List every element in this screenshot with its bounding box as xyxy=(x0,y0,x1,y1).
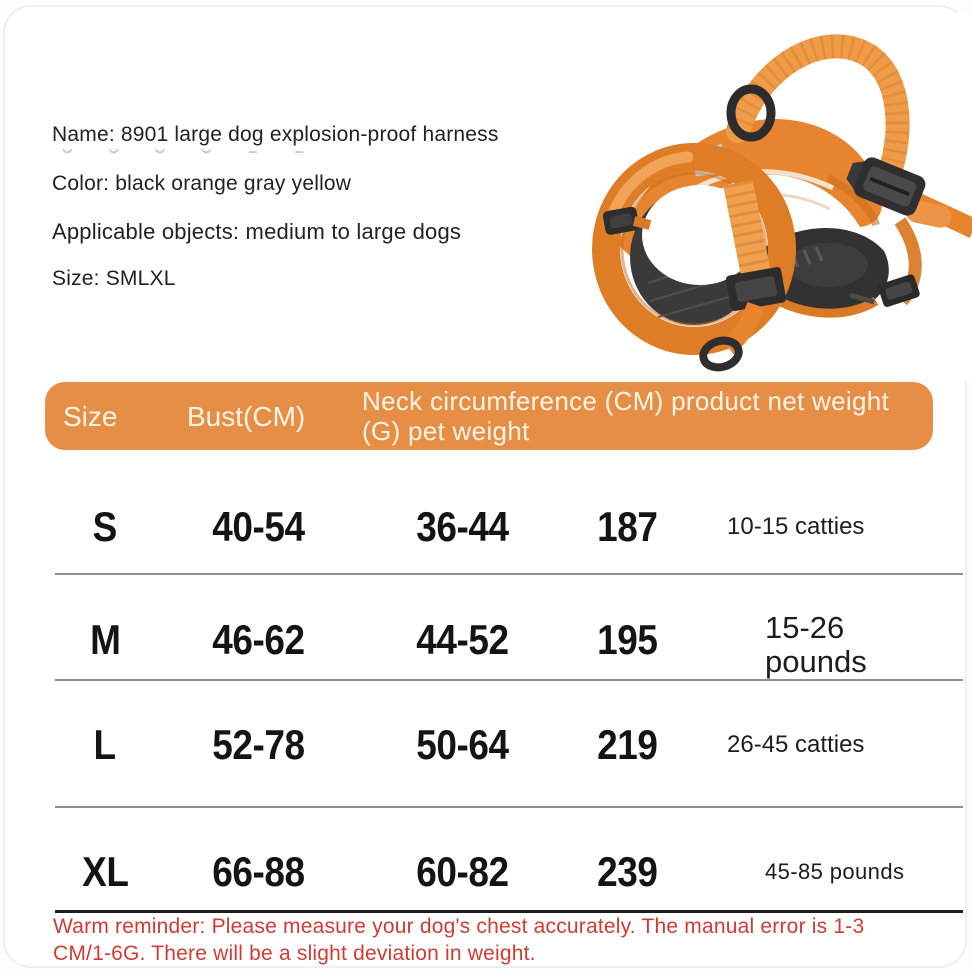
header-bust: Bust(CM) xyxy=(187,401,306,432)
content-card xyxy=(3,5,967,968)
harness-illustration xyxy=(588,13,972,381)
cell-pet-weight: 26-45 catties xyxy=(727,731,865,758)
cell-net-weight: 195 xyxy=(596,616,658,663)
table-header-bar xyxy=(45,382,933,450)
cell-neck: 50-64 xyxy=(415,721,509,768)
warm-reminder-line1: Warm reminder: Please measure your dog's chest accurately. The manual error is 1-3 xyxy=(53,915,865,938)
table-row xyxy=(5,605,972,679)
cell-bust: 52-78 xyxy=(211,721,305,768)
row-divider xyxy=(55,806,963,808)
cell-net-weight: 239 xyxy=(596,848,658,895)
header-neck-line1: Neck circumference (CM) product net weight xyxy=(362,386,890,416)
product-size-line: Size: SMLXL xyxy=(52,267,176,290)
product-color-line: Color: black orange gray yellow xyxy=(52,172,352,195)
cell-pet-weight: 15-26 pounds xyxy=(765,610,867,679)
header-neck-weight xyxy=(362,386,933,446)
table-row xyxy=(5,710,972,780)
cell-bust: 66-88 xyxy=(211,848,305,895)
cell-neck: 44-52 xyxy=(415,616,509,663)
cell-net-weight: 219 xyxy=(596,721,658,768)
cell-neck: 60-82 xyxy=(415,848,509,895)
header-neck-line2: (G) pet weight xyxy=(362,416,530,446)
product-objects-line: Applicable objects: medium to large dogs xyxy=(52,219,462,244)
product-name-line: Name: 8901 large dog explosion-proof harness xyxy=(52,123,499,146)
cell-net-weight: 187 xyxy=(596,503,658,550)
row-divider xyxy=(55,679,963,681)
cell-neck: 36-44 xyxy=(415,503,509,550)
cell-pet-weight: 45-85 pounds xyxy=(765,859,905,884)
header-size: Size xyxy=(63,401,118,432)
row-divider xyxy=(55,573,963,575)
cell-size: M xyxy=(89,616,121,663)
warm-reminder-line2: CM/1-6G. There will be a slight deviation in weight. xyxy=(53,942,536,965)
product-photo xyxy=(588,13,972,381)
table-row xyxy=(5,837,972,907)
cell-bust: 46-62 xyxy=(211,616,305,663)
cell-size: L xyxy=(93,721,117,768)
cell-size: XL xyxy=(81,848,129,895)
ghost-text-artifacts: ˘ ˘ ˘ ˘ ˉ ˉ xyxy=(63,145,319,178)
cell-bust: 40-54 xyxy=(211,503,305,550)
warm-reminder-text xyxy=(53,913,969,967)
cell-pet-weight: 10-15 catties xyxy=(727,513,865,540)
table-row xyxy=(5,492,972,562)
cell-size: S xyxy=(92,503,118,550)
